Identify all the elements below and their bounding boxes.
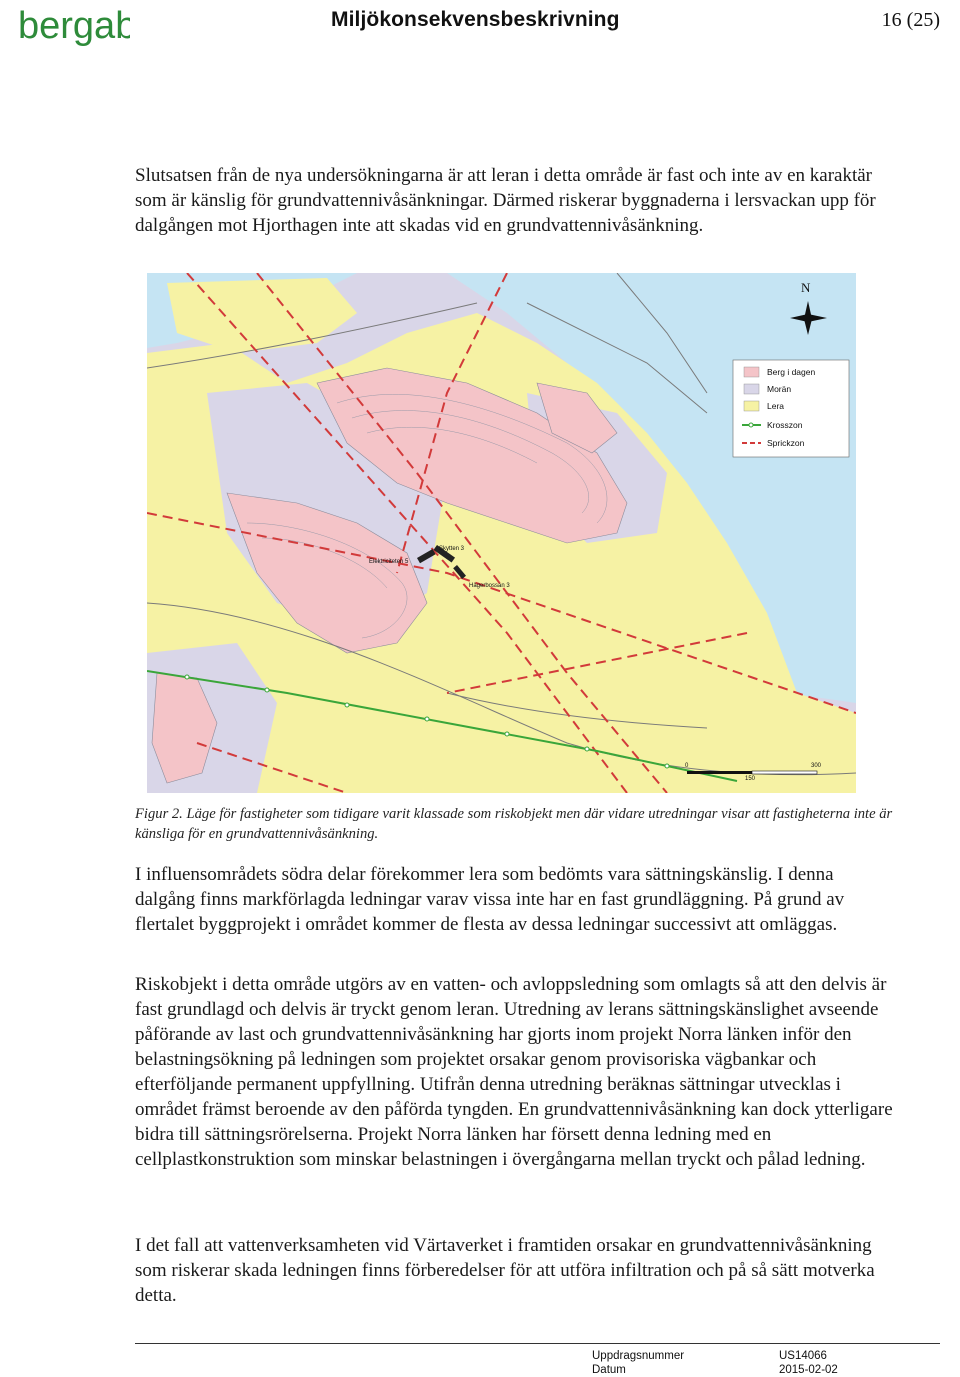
paragraph-conclusion: Slutsatsen från de nya undersökningarna är att leran i detta område är fast och inte av en karaktär som är känslig för grundvattennivåsänkningar. Därmed riskerar byggnaderna i lersvackan upp för dalgången mot Hjorthagen inte att skadas vid en grundvattennivåsänkning. <box>135 165 876 236</box>
map-legend <box>733 360 849 457</box>
geology-map <box>147 273 856 793</box>
footer-value-order: US14066 <box>779 1350 827 1362</box>
page-number: 16 (25) <box>881 9 940 31</box>
logo-wordmark: bergab <box>18 5 130 47</box>
company-logo <box>18 4 130 52</box>
legend-swatch-clay <box>744 401 759 411</box>
footer-label-order: Uppdragsnummer <box>592 1350 685 1362</box>
paragraph-infiltration: I det fall att vattenverksamheten vid Värtaverket i framtiden orsakar en grundvattennivåsänkning som riskerar skada ledningen finns förberedelser för att utföra infiltration och på så sätt motverka detta. <box>135 1235 875 1306</box>
legend-fracture-zone: Sprickzon <box>767 438 805 448</box>
svg-text:N: N <box>801 280 811 295</box>
legend-clay: Lera <box>767 401 785 411</box>
footer-label-date: Datum <box>592 1364 626 1376</box>
figure-caption: Figur 2. Läge för fastigheter som tidigare varit klassade som riskobjekt men där vidare utredningar visar att fastigheterna inte är känsliga för en grundvattennivåsänkning. <box>135 806 893 842</box>
label-hagerbossan: Hägerbossan 3 <box>469 583 510 589</box>
legend-swatch-rock <box>744 367 759 377</box>
legend-swatch-moraine <box>744 384 759 394</box>
label-skytten: Skytten 3 <box>439 546 465 552</box>
scale-label-300: 300 <box>811 763 822 769</box>
paragraph-risk-objects: Riskobjekt i detta område utgörs av en vatten- och avloppsledning som omlagts så att den delvis är fast grundlagd och delvis är tryckt genom leran. Utredning av lerans sättningskänslighet avseende påförande av last och grundvattennivåsänkning har gjorts inom projekt Norra länken inför den belastningsökning på ledningen som projektet orsakar genom provisoriska vägbankar och efterföljande permanent uppfyllning. Utifrån denna utredning beräknas sättningar utvecklas i området främst beroende av den påförda tyngden. En grundvattennivåsänkning kan dock ytterligare bidra till sättningsrörelserna. Projekt Norra länken har försett denna ledning med en cellplastkonstruktion som minskar belastningen i övergångarna mellan tryckt och pålad ledning. <box>135 974 893 1170</box>
legend-crush-zone: Krosszon <box>767 420 803 430</box>
paragraph-southern-areas: I influensområdets södra delar förekommer lera som bedömts vara sättningskänslig. I denna dalgång finns markförlagda ledningar varav vissa inte har en fast grundläggning. På grund av flertalet byggprojekt i området kommer de flesta av dessa ledningar successivt att omläggas. <box>135 864 845 935</box>
document-title: Miljökonsekvensbeskrivning <box>331 8 620 31</box>
footer-value-date: 2015-02-02 <box>779 1364 838 1376</box>
legend-rock: Berg i dagen <box>767 367 816 377</box>
legend-moraine: Morän <box>767 384 792 394</box>
footer-divider <box>135 1343 940 1344</box>
scale-label-150: 150 <box>745 776 756 782</box>
label-elektriciteten: Elektriciteten 5 <box>369 559 409 565</box>
scale-label-0: 0 <box>685 763 689 769</box>
map-svg <box>147 273 856 793</box>
